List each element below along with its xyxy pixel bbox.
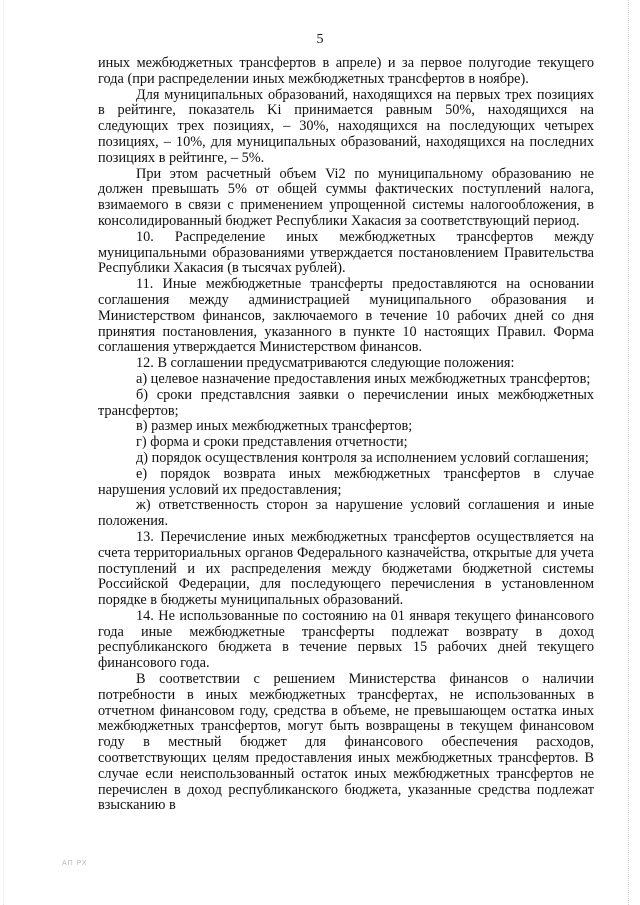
paragraph-vi2-limit: При этом расчетный объем Vi2 по муниципальному образованию не должен превышать 5% от общей суммы фактических поступлений налога, взимаемого в связи с применением упрощенной системы налогообложения, в консолидированный бюджет Республики Хакасия за соответствующий период. [98, 165, 594, 229]
clause-12: 12. В соглашении предусматриваются следующие положения: [136, 355, 515, 372]
scan-left-edge [3, 0, 4, 905]
paragraph-ki-coefficient: Для муниципальных образований, находящихся на первых трех позициях в рейтинге, показатель Ki принимается равным 50%, находящихся на следующих трех позициях, – 30%, находящихся на последующих четырех позициях, – 10%, для муниципальных образований, находящихся на последних позициях в рейтинге, – 5%. [98, 86, 594, 166]
clause-12-item-b: б) сроки представлсния заявки о перечислении иных межбюджетных трансфертов; [98, 386, 594, 419]
paragraph-continuation: иных межбюджетных трансфертов в апреле) и за первое полугодие текущего года (при распределении иных межбюджетных трансфертов в ноябре). [98, 55, 594, 87]
clause-10: 10. Распределение иных межбюджетных трансфертов между муниципальными образованиями утверждается постановлением Правительства Республики Хакасия (в тысячах рублей). [98, 228, 594, 277]
clause-12-item-v: в) размер иных межбюджетных трансфертов; [136, 418, 413, 435]
footer-stamp-mark: АП РХ [62, 860, 88, 867]
clause-12-item-zh: ж) ответственность сторон за нарушение условий соглашения и иные положения. [98, 497, 594, 530]
paragraph-return-decision: В соответствии с решением Министерства финансов о наличии потребности в иных межбюджетных трансфертах, не использованных в отчетном финансовом году, средства в объеме, не превышающем остатка иных межбюджетных трансфертов, могут быть возвращены в текущем финансовом году в местный бюджет для финансового обеспечения расходов, соответствующих целям предоставления иных межбюджетных трансфертов. В случае если неиспользованный остаток иных межбюджетных трансфертов не перечислен в доход республиканского бюджета, указанные средства подлежат взысканию в [98, 671, 594, 814]
clause-12-item-g: г) форма и сроки представления отчетности; [136, 434, 408, 451]
clause-12-item-a: а) целевое назначение предоставления иных межбюджетных трансфертов; [136, 370, 591, 387]
clause-14: 14. Не использованные по состоянию на 01 января текущего финансового года иные межбюджетные трансферты подлежат возврату в доход республиканского бюджета в течение первых 15 рабочих дней текущего финансового года. [98, 607, 594, 672]
clause-12-item-d: д) порядок осуществления контроля за исполнением условий соглашения; [136, 449, 589, 466]
clause-11: 11. Иные межбюджетные трансферты предоставляются на основании соглашения между администрацией муниципального образования и Министерством финансов, заключаемого в течение 10 рабочих дней со дня принятия постановления, указанного в пункте 10 настоящих Правил. Форма соглашения утверждается Министерством финансов. [98, 276, 594, 356]
clause-13: 13. Перечисление иных межбюджетных трансфертов осуществляется на счета территориальных органов Федерального казначейства, открытые для учета поступлений и их распределения между бюджетами бюджетной системы Российской Федерации, для последующего перечисления в установленном порядке в бюджеты муниципальных образований. [98, 528, 594, 609]
page-number: 5 [316, 32, 324, 47]
scan-right-edge [628, 0, 629, 905]
document-body [98, 56, 594, 814]
clause-12-item-e: е) порядок возврата иных межбюджетных трансфертов в случае нарушения условий их предоставления; [98, 465, 594, 498]
